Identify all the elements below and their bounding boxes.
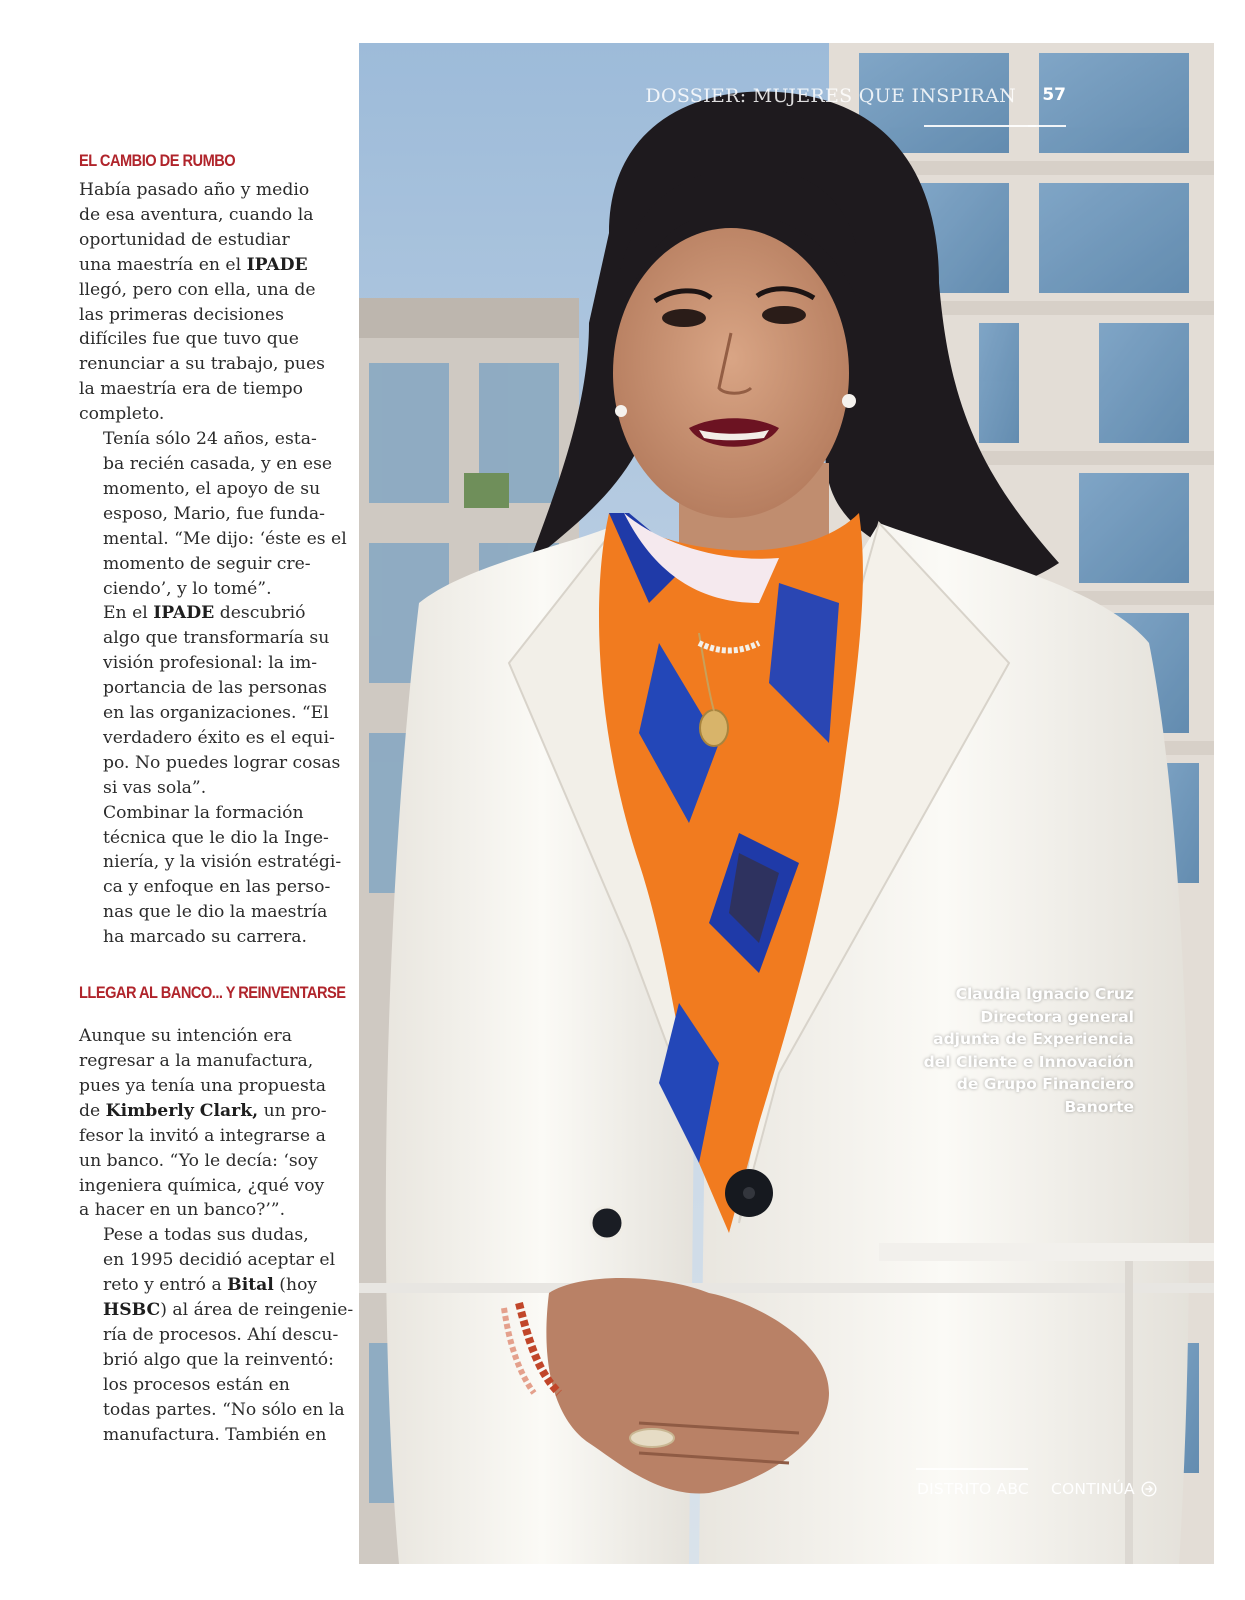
text-run: ca y enfoque en las perso- (103, 877, 331, 898)
arrow-circle-right-icon (1141, 1481, 1157, 1497)
paragraph-line (79, 303, 331, 328)
caption-line: del Cliente e Innovación (923, 1052, 1134, 1071)
article-column (79, 150, 354, 1448)
portrait-photo (359, 43, 1214, 1564)
text-run: regresar a la manufactura, (79, 1051, 314, 1071)
text-run: ciendo’, y lo tomé”. (103, 578, 272, 599)
text-run: si vas sola”. (103, 777, 207, 798)
text-run: algo que transformaría su (103, 628, 330, 649)
continue-label: CONTINÚA (1051, 1480, 1135, 1498)
paragraph-line (79, 1099, 331, 1124)
article-paragraph (79, 601, 341, 800)
text-run: mental. “Me dijo: ‘éste es el (103, 528, 347, 549)
paragraph-line (79, 1273, 331, 1298)
running-head: DOSSIER: MUJERES QUE INSPIRAN (645, 85, 1016, 107)
article-paragraph (79, 801, 342, 950)
paragraph-line (79, 1074, 331, 1099)
caption-line: de Grupo Financiero (956, 1075, 1134, 1093)
text-run: Tenía sólo 24 años, esta- (103, 429, 317, 450)
text-run: momento de seguir cre- (103, 553, 311, 574)
emphasis-name: Bital (227, 1275, 274, 1296)
paragraph-line (79, 1124, 331, 1149)
paragraph-line (79, 826, 331, 851)
running-head-rule (924, 125, 1036, 127)
text-run: ingeniera química, ¿qué voy (79, 1175, 325, 1196)
article-paragraph (79, 1024, 331, 1223)
text-run: de (79, 1100, 106, 1121)
text-run: los procesos están en (103, 1374, 290, 1395)
paragraph-line (79, 1398, 345, 1423)
paragraph-line (79, 327, 331, 352)
text-run: descubrió (214, 603, 306, 624)
paragraph-line (79, 1174, 331, 1199)
text-run: Combinar la formación (103, 802, 304, 823)
caption-line: Claudia Ignacio Cruz (955, 985, 1134, 1003)
text-run: llegó, pero con ella, una de (79, 279, 316, 300)
paragraph-line (79, 477, 331, 502)
paragraph-line (79, 427, 331, 452)
paragraph-line (79, 1223, 331, 1248)
article-paragraph (79, 178, 331, 427)
text-run: En el (103, 603, 154, 624)
text-run: reto y entró a (103, 1275, 228, 1296)
emphasis-name: IPADE (246, 254, 308, 275)
text-run: un pro- (258, 1100, 327, 1121)
text-run: en 1995 decidió aceptar el (103, 1250, 336, 1271)
text-run: completo. (79, 404, 165, 425)
text-run: de esa aventura, cuando la (79, 204, 314, 225)
paragraph-line (79, 751, 341, 776)
text-run: Aunque su intención era (79, 1026, 292, 1047)
emphasis-name: IPADE (153, 603, 215, 624)
section-1-body (79, 178, 347, 950)
text-run: las primeras decisiones (79, 304, 284, 325)
text-run: ha marcado su carrera. (103, 927, 307, 948)
paragraph-line (79, 1423, 331, 1448)
text-run: difíciles fue que tuvo que (79, 329, 299, 350)
text-run: en las organizaciones. “El (103, 703, 329, 724)
text-run: ría de procesos. Ahí descu- (103, 1324, 339, 1345)
paragraph-line (79, 1323, 339, 1348)
portrait-illustration (359, 43, 1214, 1564)
paragraph-line (79, 626, 331, 651)
paragraph-line (79, 601, 331, 626)
text-run: (hoy (273, 1275, 318, 1296)
article-paragraph (79, 427, 347, 601)
article-paragraph (79, 1223, 354, 1447)
text-run: Pese a todas sus dudas, (103, 1225, 309, 1246)
paragraph-line (79, 527, 347, 552)
text-run: Había pasado año y medio (79, 180, 310, 200)
paragraph-line (79, 228, 331, 253)
paragraph-line (79, 452, 331, 477)
paragraph-line (79, 352, 331, 377)
paragraph-line (79, 502, 331, 527)
caption-line: Banorte (1064, 1097, 1134, 1116)
paragraph-line (79, 900, 331, 925)
text-run: ) al área de reingenie- (160, 1300, 354, 1321)
paragraph-line (79, 1298, 354, 1323)
paragraph-line (79, 203, 331, 228)
paragraph-line (79, 577, 331, 602)
text-run: renunciar a su trabajo, pues (79, 354, 325, 375)
paragraph-line (79, 875, 331, 900)
paragraph-line (79, 676, 331, 701)
text-run: pues ya tenía una propuesta (79, 1075, 326, 1096)
paragraph-line (79, 278, 331, 303)
caption-line: adjunta de Experiencia (933, 1030, 1134, 1048)
paragraph-line (79, 925, 331, 950)
page-number: 57 (1042, 85, 1066, 105)
text-run: brió algo que la reinventó: (103, 1349, 334, 1370)
paragraph-line (79, 377, 331, 402)
paragraph-line (79, 178, 331, 203)
continue-link[interactable] (1051, 1480, 1157, 1498)
emphasis-name: HSBC (103, 1300, 161, 1321)
footer-brand: DISTRITO ABC (917, 1480, 1029, 1498)
text-run: técnica que le dio la Inge- (103, 827, 329, 848)
paragraph-line (79, 253, 331, 278)
caption-line: Directora general (980, 1007, 1134, 1026)
text-run: una maestría en el (79, 254, 247, 275)
text-run: fesor la invitó a integrarse a (79, 1125, 326, 1146)
paragraph-line (79, 1248, 336, 1273)
section-2-body (79, 1024, 354, 1447)
text-run: momento, el apoyo de su (103, 478, 321, 499)
section-heading-llegar-al-banco: LLEGAR AL BANCO... Y REINVENTARSE (79, 983, 346, 1003)
text-run: verdadero éxito es el equi- (103, 727, 335, 748)
text-run: niería, y la visión estratégi- (103, 852, 342, 873)
paragraph-line (79, 402, 331, 427)
paragraph-line (79, 726, 335, 751)
paragraph-line (79, 1198, 331, 1223)
paragraph-line (79, 1049, 331, 1074)
text-run: un banco. “Yo le decía: ‘soy (79, 1150, 318, 1171)
text-run: nas que le dio la maestría (103, 902, 328, 923)
paragraph-line (79, 850, 342, 875)
paragraph-line (79, 651, 331, 676)
paragraph-line (79, 701, 331, 726)
text-run: todas partes. “No sólo en la (103, 1399, 345, 1420)
text-run: po. No puedes lograr cosas (103, 752, 341, 773)
paragraph-line (79, 1373, 331, 1398)
paragraph-line (79, 776, 331, 801)
text-run: portancia de las personas (103, 678, 327, 699)
text-run: a hacer en un banco?’”. (79, 1200, 286, 1221)
section-heading-cambio-de-rumbo: EL CAMBIO DE RUMBO (79, 151, 236, 170)
page-number-rule (1028, 125, 1066, 127)
text-run: visión profesional: la im- (103, 653, 318, 674)
text-run: la maestría era de tiempo (79, 379, 304, 400)
text-run: esposo, Mario, fue funda- (103, 503, 325, 524)
paragraph-line (79, 1149, 331, 1174)
emphasis-name: Kimberly Clark, (105, 1100, 259, 1121)
text-run: manufactura. También en (103, 1424, 327, 1445)
paragraph-line (79, 1348, 334, 1373)
paragraph-line (79, 1024, 331, 1049)
text-run: oportunidad de estudiar (79, 229, 290, 250)
photo-caption (924, 983, 1134, 1118)
paragraph-line (79, 801, 331, 826)
paragraph-line (79, 552, 331, 577)
text-run: ba recién casada, y en ese (103, 453, 333, 474)
footer-rule (916, 1468, 1028, 1470)
